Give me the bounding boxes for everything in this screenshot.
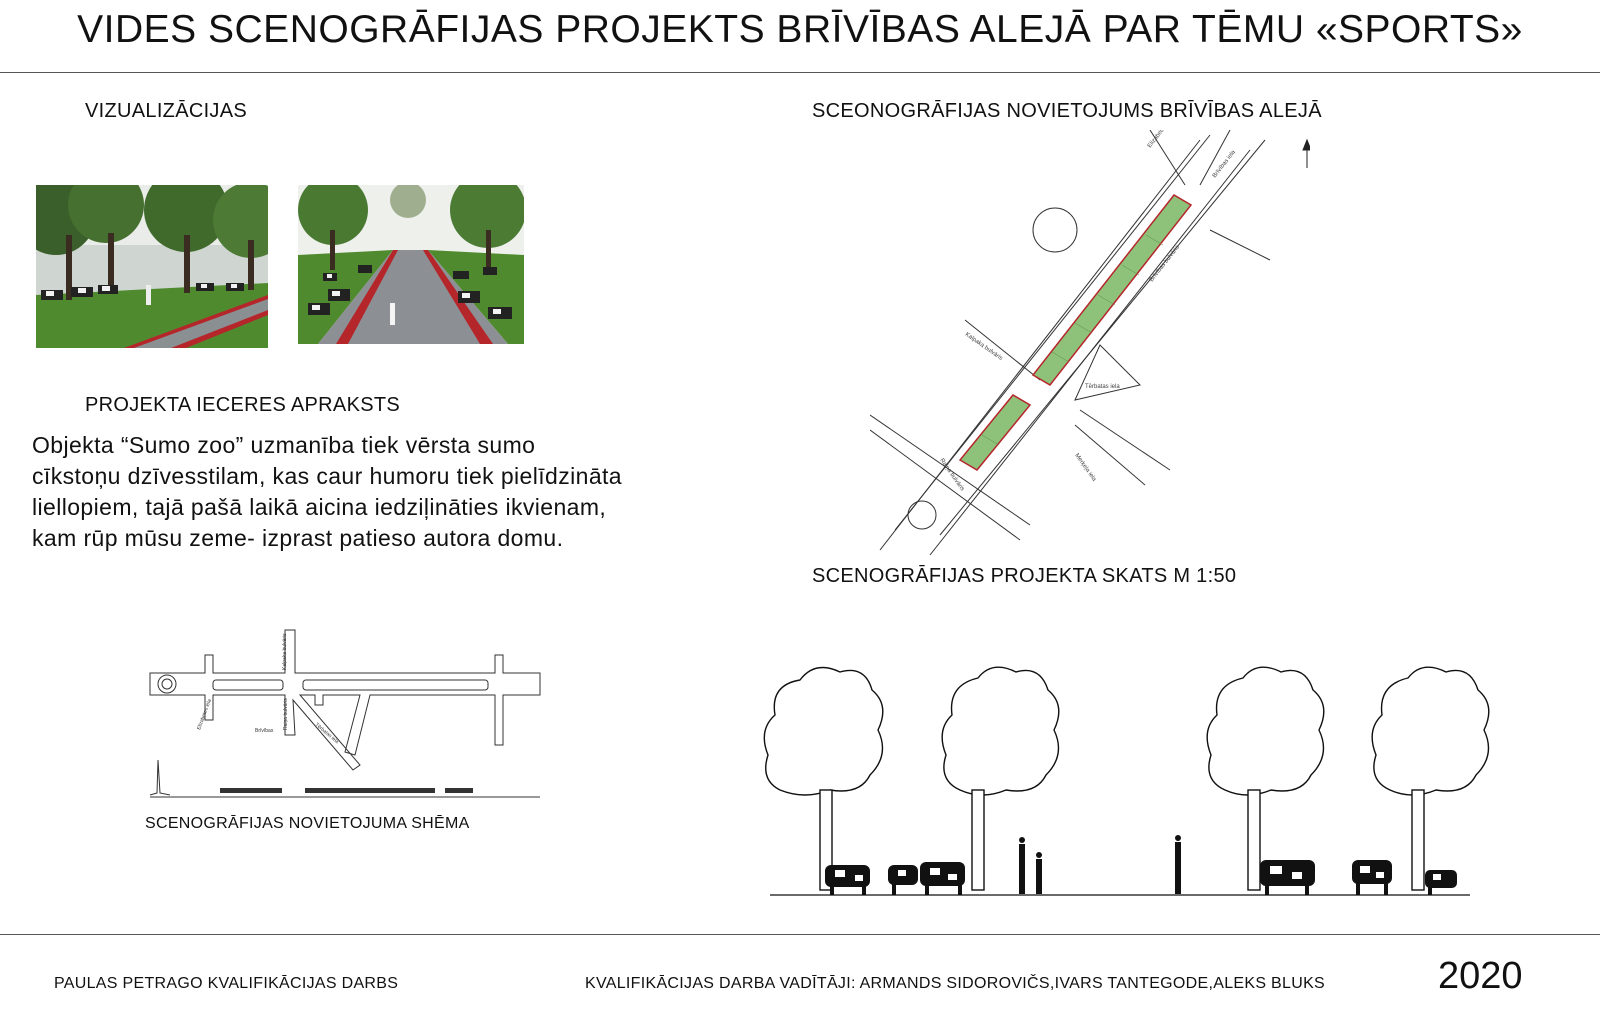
plan-street-label: Merķeļa iela	[1073, 452, 1097, 483]
visualization-image-2	[298, 185, 524, 344]
header-divider	[0, 72, 1600, 73]
view-heading: SCENOGRĀFIJAS PROJEKTA SKATS M 1:50	[812, 565, 1237, 587]
plan-street-label: Brīvības iela	[1211, 149, 1237, 180]
schema-street-label: Raiņa bulvāris	[283, 698, 289, 730]
plan-street-label: Raiņa bulvāris	[938, 457, 966, 493]
cow-figure	[888, 865, 918, 895]
plan-street-label: Tērbatas iela	[1085, 384, 1120, 390]
page-title: VIDES SCENOGRĀFIJAS PROJEKTS BRĪVĪBAS ALEJĀ PAR TĒMU «SPORTS»	[77, 8, 1523, 51]
plan-street-label: Kalpaka bulvāris	[963, 331, 1004, 362]
person-figure	[1019, 837, 1025, 894]
description-text	[32, 430, 732, 554]
placement-schema	[145, 625, 545, 805]
schema-street-label: Kalpaka bulvāris	[282, 633, 288, 670]
cow-figure	[920, 862, 965, 895]
north-arrow-icon	[1303, 140, 1310, 168]
cow-figure	[1425, 870, 1457, 895]
description-heading: PROJEKTA IECERES APRAKSTS	[85, 394, 400, 416]
elevation-drawing	[760, 660, 1520, 910]
placement-heading: SCEONOGRĀFIJAS NOVIETOJUMS BRĪVĪBAS ALEJĀ	[812, 100, 1322, 122]
visualizations-heading: VIZUALIZĀCIJAS	[85, 100, 248, 122]
description-line: liellopiem, tajā pašā laikā aicina iedziļināties ikvienam,	[32, 494, 607, 520]
cow-figure	[1352, 860, 1392, 895]
person-figure	[1175, 835, 1181, 894]
description-line: kam rūp mūsu zeme- izprast patieso autora domu.	[32, 525, 564, 551]
description-line: cīkstoņu dzīvesstilam, kas caur humoru tiek pielīdzināta	[32, 463, 622, 489]
plan-street-label: Elizabetes iela	[1146, 130, 1176, 150]
footer-divider	[0, 934, 1600, 935]
cow-figure	[825, 865, 870, 895]
schema-caption: SCENOGRĀFIJAS NOVIETOJUMA SHĒMA	[145, 815, 470, 832]
site-plan	[870, 130, 1310, 560]
description-line: Objekta “Sumo zoo” uzmanība tiek vērsta sumo	[32, 432, 536, 458]
visualization-image-1	[36, 185, 268, 348]
plan-street-label: Brīvības bulvāris	[1148, 244, 1181, 284]
footer-year: 2020	[1438, 955, 1523, 997]
schema-street-label: Elizabetes iela	[196, 698, 213, 731]
person-figure	[1036, 852, 1042, 894]
schema-street-label: Brīvības	[255, 728, 274, 734]
footer-author: PAULAS PETRAGO KVALIFIKĀCIJAS DARBS	[54, 975, 399, 992]
footer-supervisors: KVALIFIKĀCIJAS DARBA VADĪTĀJI: ARMANDS SIDOROVIČS,IVARS TANTEGODE,ALEKS BLUKS	[585, 975, 1326, 992]
schema-street-label: Tērbatas iela	[313, 721, 340, 746]
cow-figure	[1260, 860, 1315, 895]
